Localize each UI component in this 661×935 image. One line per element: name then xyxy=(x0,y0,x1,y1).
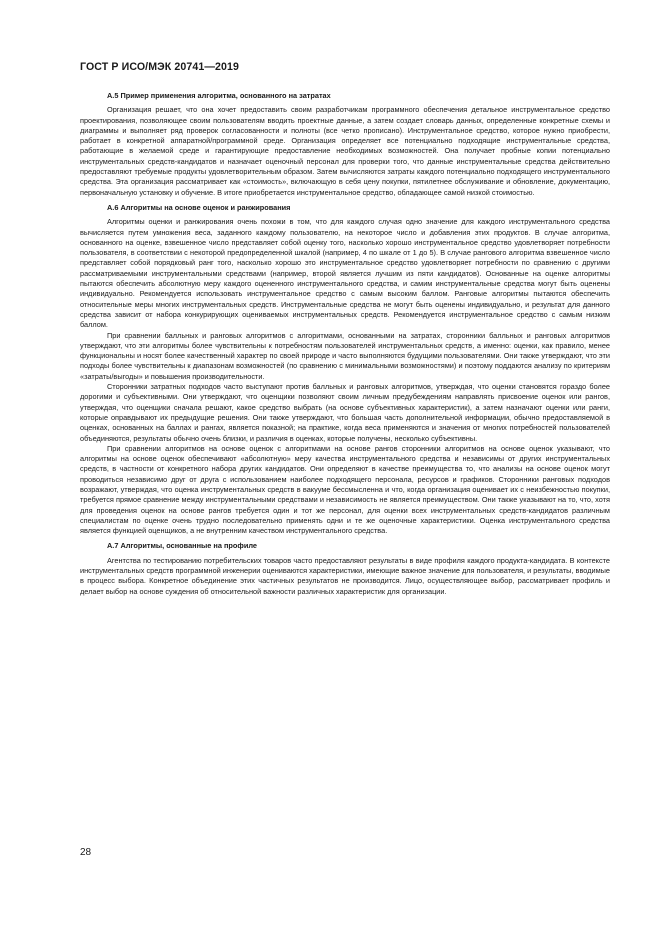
paragraph: Алгоритмы оценки и ранжирования очень похожи в том, что для каждого случая одно значение для каждого инструментального средства вычисляется путем умножения веса, заданного каждому пользователю, на некоторое число и добавления этих продуктов. В случае алгоритма, основанного на оценке, взвешенное число представляет собой оценку того, насколько хорошо инструментальное средство удовлетворяет потребности пользователя, в соответствии с некоторой предопределенной шкалой (например, 4 по шкале от 1 до 5). В случае рангового алгоритма взвешенное число представляет собой порядковый ранг того, насколько хорошо это инструментальное средство удовлетворяет потребности по сравнению с другими рассматриваемыми инструментальными средствами (например, второй является лучшим из пяти кандидатов). Основанные на оценке алгоритмы пытаются обеспечить абсолютную меру каждого оцененного инструментального средства, и самим инструментальные средства могут быть оценены индивидуально. Рекомендуется использовать инструментальное средство с самым высоким баллом. Ранговые алгоритмы пытаются обеспечить относительные меры многих инструментальных средств. Инструментальные средства не могут быть оценены индивидуально, и результат для данного средства зависит от набора конкурирующих оцениваемых инструментальных средств. Рекомендуется инструментальное средство с самым низким баллом. xyxy=(80,217,610,330)
paragraph: Сторонники затратных подходов часто выступают против балльных и ранговых алгоритмов, утверждая, что оценки становятся гораздо более дорогими и субъективными. Они утверждают, что оценщики позволяют своим личным предубеждениям направлять присвоение оценок или рангов, утверждая, что оценщики сначала решают, какое средство выбрать (на основе субъективных характеристик), а затем назначают оценки или ранги, которые оправдывают их предыдущие решения. Они также утверждают, что большая часть дополнительной информации, обычно предоставляемой в оценках, основанных на баллах и рангах, является показной; на практике, когда веса применяются и значения от многих потребностей пользователей объединяются, результаты обычно очень близки, и различия в оценках, которые получены, несколько субъективны. xyxy=(80,382,610,443)
section-heading: А.6 Алгоритмы на основе оценок и ранжирования xyxy=(107,202,291,212)
paragraph: При сравнении алгоритмов на основе оценок с алгоритмами на основе рангов сторонники алгоритмов на основе оценок указывают, что алгоритмы на основе оценок обеспечивают «абсолютную» меру качества инструментального средства и независимы от других инструментальных средств, в частности от конкретного набора других кандидатов. Они определяют в качестве преимущества то, что анализы на основе оценок могут проводиться независимо друг от друга с использованием наиболее подходящего персонала, ресурсов и графиков. Сторонники ранговых подходов возражают, утверждая, что оценка инструментальных средств в вакууме бессмысленна и что, когда организация оценивает их с неизбежностью покупки, требуется прямое сравнение между инструментальными средствами и независимость не является преимуществом. Они также указывают на то, что, хотя для проведения оценок на основе рангов требуется один и тот же персонал, для оценки всех инструментальных средств-кандидатов различным специалистам по оценке очень трудно последовательно применять одни и те же оценочные характеристики. Оценка инструментального средства является функцией оценщиков, а не внутренним качеством инструментального средства. xyxy=(80,443,610,536)
paragraph: Организация решает, что она хочет предоставить своим разработчикам программного обеспечения детальное инструментальное средство проектирования, позволяющее своим пользователям вводить проектные данные, а затем создает словарь данных, определенные конкретные схемы и диаграммы и выполняет ряд проверок согласованности и полноты (все четко прописано). Инструментальное средство, которое нужно приобрести, работает в конкретной аппаратной/программной среде. Организация определяет все потенциально подходящие инструментальные средства, работающие в желаемой среде и гарантирующие предоставление необходимых возможностей. Она получает пробные копии потенциально инструментальных средств-кандидатов и назначает оценочный персонал для проверки того, что данные инструментальные средства действительно предоставляют требуемые продукты удовлетворительным образом. Затем вычисляются затраты каждого потенциально подходящего инструментального средства. Эта организация рассматривает как «стоимость», включающую в себя цену покупки, пятилетнее обслуживание и обновление, документацию, первоначальную установку и обучение. В итоге приобретается инструментальное средство, обладающее самой низкой стоимостью. xyxy=(80,105,610,197)
document-header: ГОСТ Р ИСО/МЭК 20741—2019 xyxy=(80,61,239,73)
paragraph: При сравнении балльных и ранговых алгоритмов с алгоритмами, основанными на затратах, сторонники балльных и ранговых алгоритмов утверждают, что эти алгоритмы более чувствительны к потребностям пользователей инструментальных средств, а именно: оценки, как правило, менее функциональны и носят более качественный характер по своей природе и часто выполняются будущими пользователями. Они также утверждают, что эти подходы более чувствительны к диапазонам возможностей (по сравнению с минимальными возможностями) и поэтому поддаются анализу по критериям «затраты/выгоды» и повышения производительности. xyxy=(80,330,610,381)
section-a5 xyxy=(80,91,610,198)
section-heading: А.5 Пример применения алгоритма, основанного на затратах xyxy=(107,91,331,100)
section-a7 xyxy=(80,541,610,596)
page-number: 28 xyxy=(80,847,92,858)
paragraph: Агентства по тестированию потребительских товаров часто предоставляют результаты в виде профиля каждого продукта-кандидата. В контексте инструментальных средств программной инженерии оцениваются характеристики, имеющие важное значение для пользователя, и результаты, вводимые в процесс выбора. Конкретное объединение этих частичных результатов не производится. Лицо, осуществляющее выбор, рассматривает профиль и делает выбор на основе суждения об относительной важности различных характеристик для организации. xyxy=(80,555,610,596)
section-a6 xyxy=(80,203,610,537)
document-body xyxy=(80,91,610,602)
section-heading: А.7 Алгоритмы, основанные на профиле xyxy=(107,541,257,551)
